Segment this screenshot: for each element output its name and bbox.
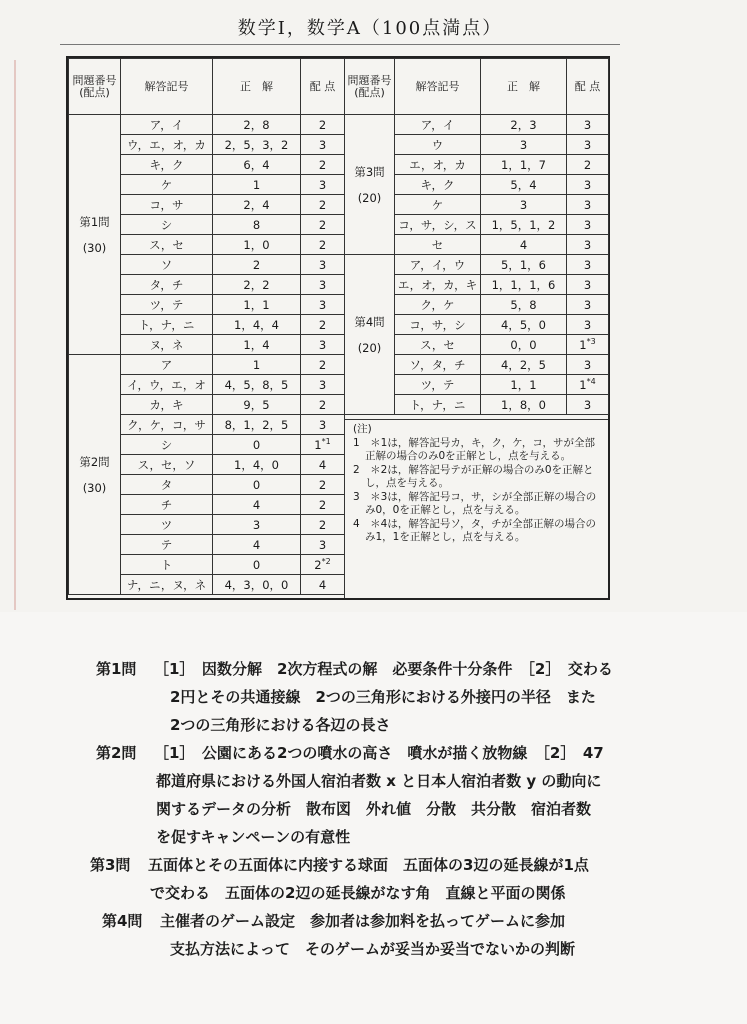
points-value: 3: [318, 337, 327, 352]
points-cell: [301, 335, 345, 355]
correct-answer-cell: 3: [213, 515, 301, 535]
correct-answer-cell: 3: [481, 195, 567, 215]
topic-summary: [90, 655, 726, 963]
points-cell: [567, 235, 609, 255]
summary-heading: 第1問: [96, 660, 137, 678]
correct-answer-cell: 8: [213, 215, 301, 235]
answer-symbol-cell: ス，セ: [395, 335, 481, 355]
answer-symbol-cell: ヌ，ネ: [121, 335, 213, 355]
summary-heading: 第3問: [90, 856, 131, 874]
summary-q2: [96, 739, 726, 851]
answer-symbol-cell: ス，セ，ソ: [121, 455, 213, 475]
correct-answer-cell: 4，5，8，5: [213, 375, 301, 395]
question-number-cell: [345, 115, 395, 255]
header-points: 配 点: [301, 59, 345, 115]
correct-answer-cell: 1，4，0: [213, 455, 301, 475]
answer-symbol-cell: コ，サ，シ: [395, 315, 481, 335]
notes-box: [344, 419, 608, 598]
correct-answer-cell: 0，0: [481, 335, 567, 355]
answer-symbol-cell: ス，セ: [121, 235, 213, 255]
summary-heading: 第4問: [102, 912, 143, 930]
points-cell: [301, 135, 345, 155]
answer-symbol-cell: シ: [121, 435, 213, 455]
correct-answer-cell: 5，8: [481, 295, 567, 315]
correct-answer-cell: 4: [481, 235, 567, 255]
correct-answer-cell: 4: [213, 535, 301, 555]
points-cell: [301, 315, 345, 335]
answer-symbol-cell: ウ: [395, 135, 481, 155]
correct-answer-cell: 4，2，5: [481, 355, 567, 375]
points-value: 3: [318, 137, 327, 152]
answer-symbol-cell: ト，ナ，ニ: [121, 315, 213, 335]
answer-symbol-cell: エ，オ，カ，キ: [395, 275, 481, 295]
header-correct-answer: 正 解: [481, 59, 567, 115]
points-value: 3: [583, 357, 592, 372]
question-number-cell: [345, 255, 395, 415]
points-value: 2: [318, 117, 327, 132]
points-cell: [567, 175, 609, 195]
footnote-marker: *1: [321, 436, 331, 446]
points-cell: [301, 115, 345, 135]
table-row: [345, 115, 609, 135]
header-question-number: 問題番号(配点): [345, 59, 395, 115]
header-answer-symbol: 解答記号: [395, 59, 481, 115]
correct-answer-cell: 4: [213, 495, 301, 515]
points-value: 4: [318, 457, 327, 472]
correct-answer-cell: 0: [213, 555, 301, 575]
points-cell: [301, 375, 345, 395]
answer-symbol-cell: ソ，タ，チ: [395, 355, 481, 375]
table-row: [69, 355, 345, 375]
correct-answer-cell: 3: [481, 135, 567, 155]
footnote-marker: *4: [586, 376, 596, 386]
note-item: 2 ＊2は，解答記号テが正解の場合のみ0を正解とし，点を与える。: [353, 464, 594, 489]
answer-symbol-cell: イ，ウ，エ，オ: [121, 375, 213, 395]
answer-table-right: [344, 58, 609, 415]
answer-symbol-cell: キ，ク: [121, 155, 213, 175]
answer-table-frame: [66, 56, 610, 600]
answer-symbol-cell: エ，オ，カ: [395, 155, 481, 175]
answer-symbol-cell: ア，イ，ウ: [395, 255, 481, 275]
correct-answer-cell: 4，5，0: [481, 315, 567, 335]
points-cell: [567, 115, 609, 135]
answer-symbol-cell: セ: [395, 235, 481, 255]
question-number: 第2問: [79, 454, 110, 469]
points-cell: [301, 435, 345, 455]
points-cell: [301, 415, 345, 435]
summary-line: 2つの三角形における各辺の長さ: [170, 716, 391, 734]
correct-answer-cell: 1，1: [481, 375, 567, 395]
answer-symbol-cell: ケ: [121, 175, 213, 195]
points-cell: [301, 555, 345, 575]
points-cell: [567, 315, 609, 335]
question-number: 第1問: [79, 214, 110, 229]
points-value: 3: [583, 277, 592, 292]
points-value: 2: [318, 517, 327, 532]
correct-answer-cell: 5，1，6: [481, 255, 567, 275]
points-value: 2: [318, 217, 327, 232]
summary-line: ［1］ 因数分解 2次方程式の解 必要条件十分条件 ［2］ 交わる: [154, 660, 613, 678]
points-value: 3: [583, 297, 592, 312]
points-value: 2: [318, 397, 327, 412]
correct-answer-cell: 1: [213, 175, 301, 195]
answer-symbol-cell: ア: [121, 355, 213, 375]
points-value: 3: [318, 297, 327, 312]
answer-symbol-cell: ア，イ: [121, 115, 213, 135]
correct-answer-cell: 1，1: [213, 295, 301, 315]
note-item: 1 ＊1は，解答記号カ，キ，ク，ケ，コ，サが全部正解の場合のみ0を正解とし，点を与える。: [353, 437, 595, 462]
footnote-marker: *3: [586, 336, 596, 346]
question-number-cell: [69, 355, 121, 595]
points-cell: [301, 535, 345, 555]
summary-line: 支払方法によって そのゲームが妥当か妥当でないかの判断: [170, 940, 576, 958]
answer-symbol-cell: カ，キ: [121, 395, 213, 415]
summary-q1: [96, 655, 726, 739]
points-cell: [567, 295, 609, 315]
points-cell: [301, 355, 345, 375]
points-value: 3: [583, 197, 592, 212]
answer-symbol-cell: ウ，エ，オ，カ: [121, 135, 213, 155]
points-cell: [567, 395, 609, 415]
correct-answer-cell: 1，1，1，6: [481, 275, 567, 295]
note-item: 4 ＊4は，解答記号ソ，タ，チが全部正解の場合のみ1，1を正解とし，点を与える。: [353, 518, 596, 543]
summary-line: 都道府県における外国人宿泊者数 x と日本人宿泊者数 y の動向に: [156, 772, 602, 790]
answer-symbol-cell: ア，イ: [395, 115, 481, 135]
answer-symbol-cell: ツ: [121, 515, 213, 535]
header-answer-symbol: 解答記号: [121, 59, 213, 115]
points-value: 2: [583, 157, 592, 172]
summary-heading: 第2問: [96, 744, 137, 762]
answer-symbol-cell: タ，チ: [121, 275, 213, 295]
table-row: [345, 255, 609, 275]
points-cell: [567, 335, 609, 355]
correct-answer-cell: 0: [213, 435, 301, 455]
points-value: 2: [318, 357, 327, 372]
points-value: 2: [318, 477, 327, 492]
points-cell: [301, 295, 345, 315]
answer-symbol-cell: コ，サ，シ，ス: [395, 215, 481, 235]
summary-line: ［1］ 公園にある2つの噴水の高さ 噴水が描く放物線 ［2］ 47: [154, 744, 604, 762]
answer-symbol-cell: ツ，テ: [395, 375, 481, 395]
summary-line: 五面体とその五面体に内接する球面 五面体の3辺の延長線が1点: [148, 856, 589, 874]
points-cell: [567, 255, 609, 275]
points-cell: [301, 575, 345, 595]
correct-answer-cell: 1: [213, 355, 301, 375]
answer-symbol-cell: シ: [121, 215, 213, 235]
points-value: 3: [318, 277, 327, 292]
points-value: 3: [583, 177, 592, 192]
question-score: (30): [82, 480, 107, 495]
answer-symbol-cell: ナ，ニ，ヌ，ネ: [121, 575, 213, 595]
points-cell: [301, 475, 345, 495]
correct-answer-cell: 1，4，4: [213, 315, 301, 335]
summary-line: 主催者のゲーム設定 参加者は参加料を払ってゲームに参加: [160, 912, 566, 930]
correct-answer-cell: 1，1，7: [481, 155, 567, 175]
answer-symbol-cell: ツ，テ: [121, 295, 213, 315]
points-value: 3: [583, 237, 592, 252]
question-score: (20): [357, 340, 382, 355]
footnote-marker: *2: [321, 556, 331, 566]
points-value: 2: [318, 237, 327, 252]
correct-answer-cell: 2，4: [213, 195, 301, 215]
correct-answer-cell: 1，4: [213, 335, 301, 355]
points-cell: [301, 235, 345, 255]
answer-symbol-cell: コ，サ: [121, 195, 213, 215]
points-value: 3: [583, 397, 592, 412]
points-value: 2: [318, 157, 327, 172]
table-row: [69, 115, 345, 135]
summary-line: を促すキャンペーンの有意性: [156, 828, 351, 846]
points-cell: [567, 215, 609, 235]
correct-answer-cell: 2: [213, 255, 301, 275]
points-value: 3: [318, 177, 327, 192]
question-number: 第3問: [354, 164, 385, 179]
summary-q4: [102, 907, 726, 963]
summary-q3: [90, 851, 726, 907]
points-value: 3: [318, 417, 327, 432]
points-value: 4: [318, 577, 327, 592]
notes-heading: (注): [353, 423, 372, 435]
correct-answer-cell: 9，5: [213, 395, 301, 415]
summary-line: で交わる 五面体の2辺の延長線がなす角 直線と平面の関係: [150, 884, 566, 902]
correct-answer-cell: 5，4: [481, 175, 567, 195]
correct-answer-cell: 2，5，3，2: [213, 135, 301, 155]
question-number: 第4問: [354, 314, 385, 329]
correct-answer-cell: 2，3: [481, 115, 567, 135]
answer-symbol-cell: ク，ケ: [395, 295, 481, 315]
answer-symbol-cell: ケ: [395, 195, 481, 215]
answer-symbol-cell: タ: [121, 475, 213, 495]
header-correct-answer: 正 解: [213, 59, 301, 115]
points-value: 2: [314, 557, 322, 572]
points-value: 3: [318, 257, 327, 272]
page-title: 数学Ⅰ，数学A（100点満点）: [237, 18, 503, 39]
points-value: 3: [318, 377, 327, 392]
paper-edge: [14, 60, 16, 610]
points-cell: [567, 355, 609, 375]
points-cell: [301, 395, 345, 415]
answer-symbol-cell: ソ: [121, 255, 213, 275]
correct-answer-cell: 0: [213, 475, 301, 495]
question-score: (30): [82, 240, 107, 255]
points-value: 2: [318, 197, 327, 212]
points-cell: [567, 135, 609, 155]
answer-symbol-cell: テ: [121, 535, 213, 555]
note-item: 3 ＊3は，解答記号コ，サ，シが全部正解の場合のみ0，0を正解とし，点を与える。: [353, 491, 597, 516]
summary-line: 関するデータの分析 散布図 外れ値 分散 共分散 宿泊者数: [156, 800, 592, 818]
correct-answer-cell: 8，1，2，5: [213, 415, 301, 435]
points-value: 1: [579, 337, 587, 352]
points-cell: [567, 195, 609, 215]
summary-line: 2円とその共通接線 2つの三角形における外接円の半径 また: [170, 688, 596, 706]
correct-answer-cell: 4，3，0，0: [213, 575, 301, 595]
answer-symbol-cell: ク，ケ，コ，サ: [121, 415, 213, 435]
question-score: (20): [357, 190, 382, 205]
points-cell: [567, 155, 609, 175]
points-value: 2: [318, 317, 327, 332]
points-value: 3: [583, 317, 592, 332]
header-question-number: 問題番号(配点): [69, 59, 121, 115]
points-cell: [301, 155, 345, 175]
points-cell: [301, 175, 345, 195]
answer-symbol-cell: ト: [121, 555, 213, 575]
points-value: 3: [318, 537, 327, 552]
answer-symbol-cell: ト，ナ，ニ: [395, 395, 481, 415]
points-cell: [301, 215, 345, 235]
answer-symbol-cell: キ，ク: [395, 175, 481, 195]
points-cell: [301, 515, 345, 535]
correct-answer-cell: 1，0: [213, 235, 301, 255]
answer-symbol-cell: チ: [121, 495, 213, 515]
points-value: 3: [583, 257, 592, 272]
correct-answer-cell: 1，5，1，2: [481, 215, 567, 235]
points-cell: [301, 255, 345, 275]
correct-answer-cell: 6，4: [213, 155, 301, 175]
title-rule: [60, 44, 620, 45]
points-value: 3: [583, 217, 592, 232]
points-value: 2: [318, 497, 327, 512]
points-value: 3: [583, 137, 592, 152]
question-number-cell: [69, 115, 121, 355]
correct-answer-cell: 2，8: [213, 115, 301, 135]
header-points: 配 点: [567, 59, 609, 115]
correct-answer-cell: 2，2: [213, 275, 301, 295]
correct-answer-cell: 1，8，0: [481, 395, 567, 415]
points-value: 1: [314, 437, 322, 452]
points-value: 3: [583, 117, 592, 132]
answer-table-left: [68, 58, 345, 595]
points-value: 1: [579, 377, 587, 392]
points-cell: [301, 195, 345, 215]
points-cell: [567, 275, 609, 295]
points-cell: [301, 455, 345, 475]
points-cell: [301, 275, 345, 295]
points-cell: [301, 495, 345, 515]
points-cell: [567, 375, 609, 395]
